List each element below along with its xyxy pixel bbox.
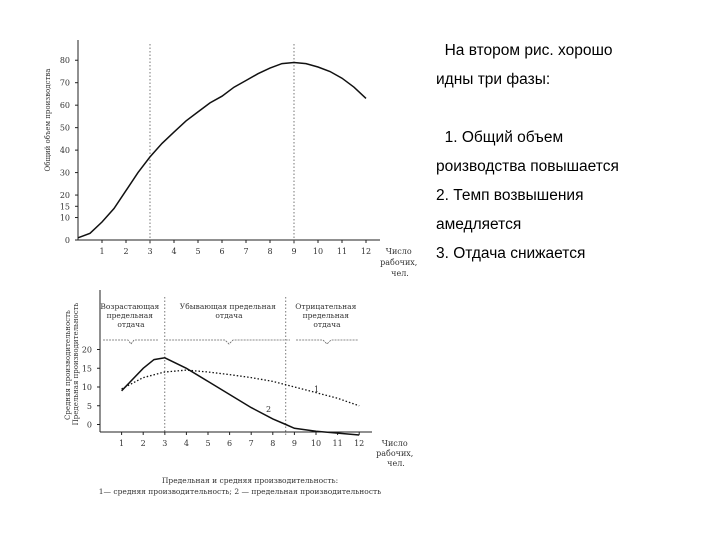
chart2-ytick-label: 15: [81, 364, 92, 374]
chart1-xtick-label: 1: [99, 247, 105, 256]
chart1: [44, 40, 420, 278]
chart2-xtick-label: 1: [119, 439, 125, 448]
chart2-phase-1-label: Возрастающая предельная отдача: [100, 302, 160, 329]
chart2-legend-text: 1— средняя производительность; 2 — предельная производительность: [98, 487, 382, 496]
chart2-xtick-label: 10: [310, 439, 322, 448]
chart1-xlabel: Число рабочих, чел.: [380, 247, 418, 278]
chart2-legend-title: Предельная и средняя производительность:: [161, 476, 339, 485]
chart1-xtick-label: 3: [147, 247, 153, 256]
chart1-xtick-label: 7: [243, 247, 249, 256]
chart2-xlabel: Число рабочих, чел.: [376, 439, 414, 468]
slide-text: [436, 36, 706, 268]
chart1-xtick-label: 12: [360, 247, 372, 256]
chart1-series-total-output: [78, 63, 366, 238]
chart2-xtick-label: 3: [162, 439, 168, 448]
chart1-ytick-label: 20: [59, 191, 70, 201]
chart2-xtick-label: 2: [140, 439, 146, 448]
chart1-xtick-label: 9: [291, 247, 297, 256]
text-line-5: роизводства повышается: [436, 158, 619, 175]
chart1-ytick-label: 70: [59, 78, 70, 88]
chart2-ytick-label: 0: [86, 420, 92, 430]
chart1-xtick-label: 11: [336, 247, 348, 256]
chart1-ytick-label: 80: [59, 56, 70, 66]
chart1-xtick-label: 5: [195, 247, 201, 256]
chart1-ytick-label: 50: [59, 123, 70, 133]
chart2-series-label-2: 2: [266, 405, 272, 414]
text-line-7: амедляется: [436, 216, 522, 233]
text-line-1: На втором рис. хорошо: [436, 42, 613, 59]
chart2-xtick-label: 8: [270, 439, 276, 448]
chart2-phase-2-label: Убывающая предельная отдача: [179, 302, 276, 320]
text-line-3: [436, 94, 706, 123]
chart1-xtick-label: 2: [123, 247, 129, 256]
chart1-ytick-label: 0: [64, 236, 70, 245]
text-line-4: 1. Общий объем: [436, 129, 564, 146]
chart1-ytick-label: 40: [59, 146, 70, 156]
chart2-ylabel: Средняя производительность Предельная производительность: [64, 302, 80, 426]
chart2-phase-2-brace: [166, 340, 290, 344]
chart2-ytick-label: 20: [81, 345, 92, 355]
chart1-ytick-label: 30: [59, 168, 70, 178]
chart2-phase-3-label: Отрицательная предельная отдача: [295, 302, 357, 329]
chart2-xtick-label: 4: [183, 439, 189, 448]
chart2-phase-3-brace: [296, 340, 358, 344]
chart1-ytick-label: 10: [59, 213, 70, 223]
chart2-ytick-label: 5: [86, 401, 92, 411]
chart2-ytick-label: 10: [81, 383, 92, 392]
chart1-xtick-label: 8: [267, 247, 273, 256]
chart2-phase-1-brace: [103, 340, 159, 344]
chart1-ytick-label: 15: [59, 202, 70, 212]
chart2-xtick-label: 9: [291, 439, 297, 448]
chart2-xtick-label: 12: [354, 439, 365, 448]
chart2-xtick-label: 5: [205, 439, 211, 448]
chart2-xtick-label: 11: [332, 439, 343, 448]
chart1-xtick-label: 10: [312, 247, 324, 256]
chart1-ylabel: Общий объем производства: [44, 68, 52, 172]
chart1-xtick-label: 4: [171, 247, 177, 256]
chart2: [64, 290, 416, 496]
text-line-6: 2. Темп возвышения: [436, 187, 584, 204]
chart1-ytick-label: 60: [59, 101, 70, 111]
chart2-series-marginal: [122, 358, 360, 435]
text-line-8: 3. Отдача снижается: [436, 245, 586, 262]
chart2-xtick-label: 7: [248, 439, 254, 448]
chart2-xtick-label: 6: [227, 439, 233, 448]
chart1-xtick-label: 6: [219, 247, 225, 256]
chart2-series-label-1: 1: [314, 385, 320, 394]
text-line-2: идны три фазы:: [436, 71, 551, 88]
